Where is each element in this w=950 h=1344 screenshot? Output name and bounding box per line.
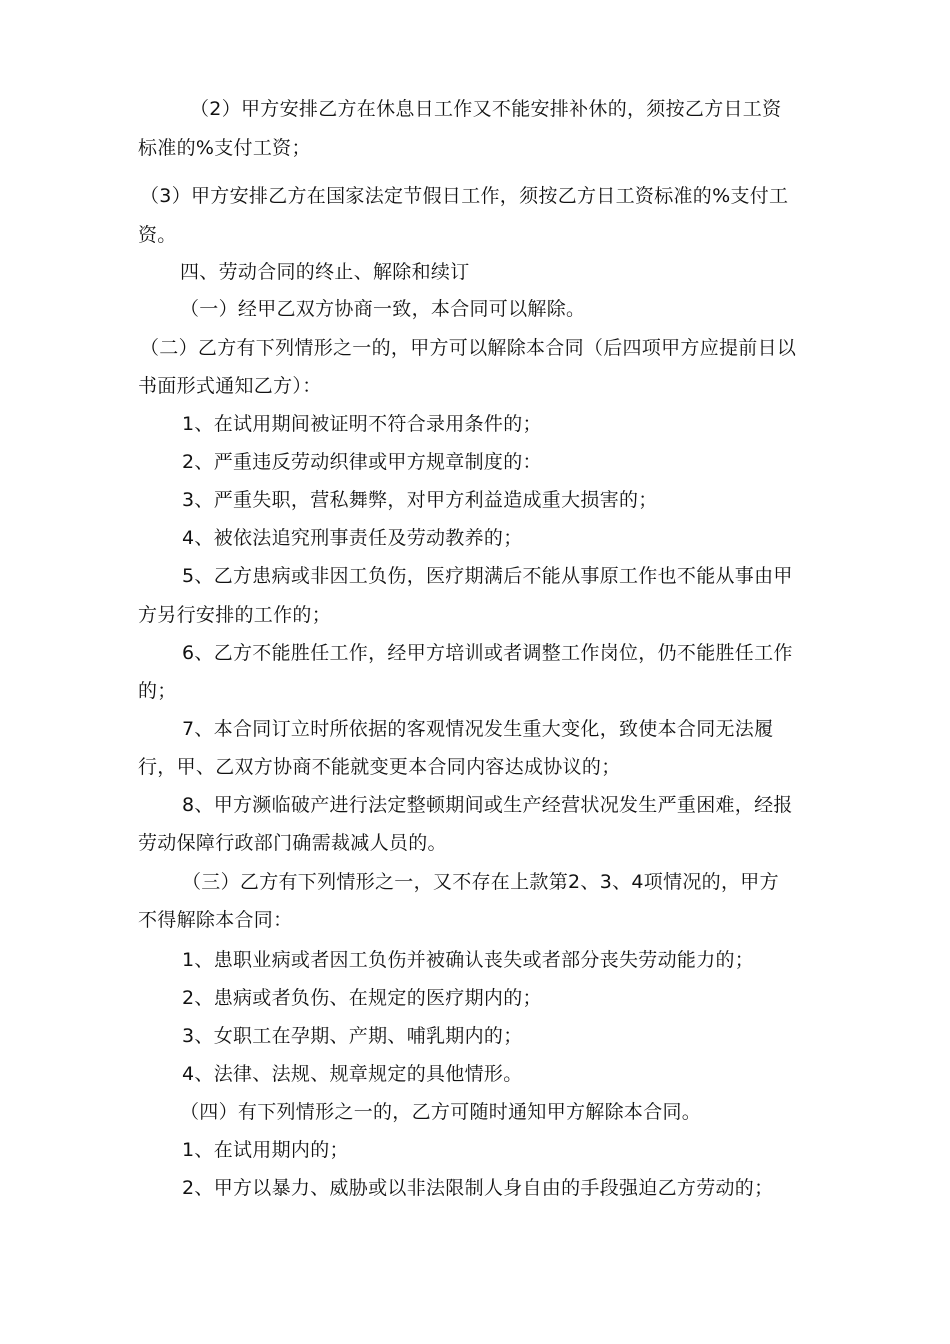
text-line: 的； <box>138 680 177 702</box>
text-line: 书面形式通知乙方）： <box>138 375 322 397</box>
text-line: 不得解除本合同： <box>138 909 293 931</box>
list-item: 3、严重失职，营私舞弊，对甲方利益造成重大损害的； <box>182 489 658 511</box>
list-item: 1、在试用期内的； <box>182 1139 349 1161</box>
list-item: 1、在试用期间被证明不符合录用条件的； <box>182 413 542 435</box>
list-item: 4、被依法追究刑事责任及劳动教养的； <box>182 527 523 549</box>
text-line: 方另行安排的工作的； <box>138 604 332 626</box>
list-item: 1、患职业病或者因工负伤并被确认丧失或者部分丧失劳动能力的； <box>182 949 755 971</box>
text-line: （一）经甲乙双方协商一致，本合同可以解除。 <box>180 298 586 320</box>
list-item: 8、甲方濒临破产进行法定整顿期间或生产经营状况发生严重困难，经报 <box>182 794 793 816</box>
section-heading: 四、劳动合同的终止、解除和续订 <box>180 261 470 283</box>
list-item: 2、患病或者负伤、在规定的医疗期内的； <box>182 987 542 1009</box>
list-item: 6、乙方不能胜任工作，经甲方培训或者调整工作岗位，仍不能胜任工作 <box>182 642 793 664</box>
text-line: 标准的%支付工资； <box>138 137 311 159</box>
text-line: 资。 <box>138 224 177 246</box>
text-line: （四）有下列情形之一的，乙方可随时通知甲方解除本合同。 <box>180 1101 702 1123</box>
list-item: 7、本合同订立时所依据的客观情况发生重大变化，致使本合同无法履 <box>182 718 774 740</box>
text-line: （2）甲方安排乙方在休息日工作又不能安排补休的，须按乙方日工资 <box>190 98 782 120</box>
list-item: 2、甲方以暴力、威胁或以非法限制人身自由的手段强迫乙方劳动的； <box>182 1177 774 1199</box>
text-line: （三）乙方有下列情形之一，又不存在上款第2、3、4项情况的，甲方 <box>182 871 779 893</box>
list-item: 2、严重违反劳动织律或甲方规章制度的： <box>182 451 542 473</box>
text-line: （3）甲方安排乙方在国家法定节假日工作，须按乙方日工资标准的%支付工 <box>140 185 789 207</box>
list-item: 4、法律、法规、规章规定的具他情形。 <box>182 1063 523 1085</box>
text-line: 行，甲、乙双方协商不能就变更本合同内容达成协议的； <box>138 756 621 778</box>
list-item: 5、乙方患病或非因工负伤，医疗期满后不能从事原工作也不能从事由甲 <box>182 565 793 587</box>
list-item: 3、女职工在孕期、产期、哺乳期内的； <box>182 1025 523 1047</box>
text-line: （二）乙方有下列情形之一的，甲方可以解除本合同（后四项甲方应提前日以 <box>140 337 797 359</box>
text-line: 劳动保障行政部门确需裁减人员的。 <box>138 832 447 854</box>
